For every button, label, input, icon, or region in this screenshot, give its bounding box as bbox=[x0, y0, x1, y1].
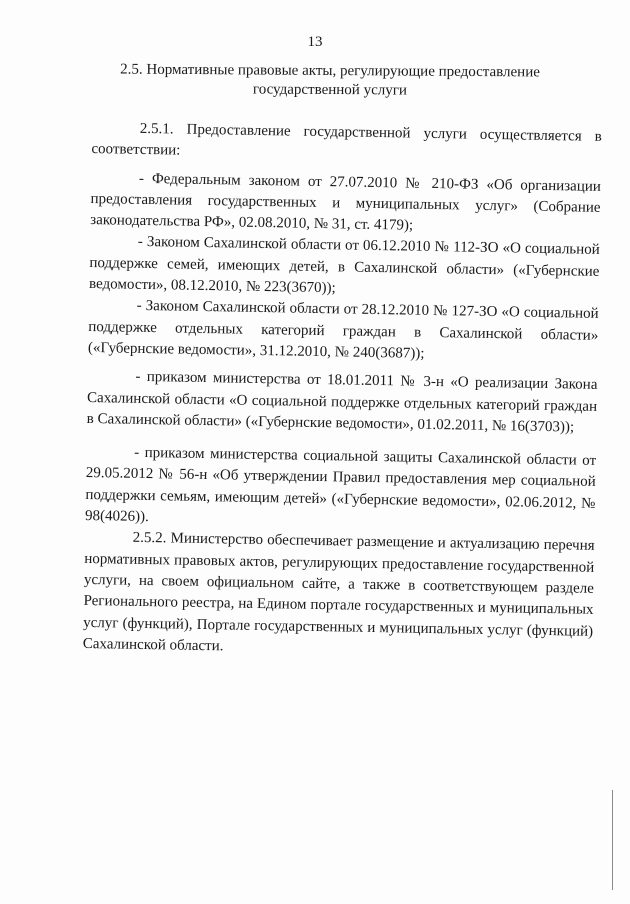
scan-edge-line bbox=[612, 790, 613, 890]
paragraph-2-5-1: 2.5.1. Предоставление государственной услуги осуществляется в соответствии: bbox=[91, 120, 602, 159]
section-heading bbox=[110, 60, 550, 101]
list-item-order-3n: - приказом министерства от 18.01.2011 № 3-н «О реализации Закона Сахалинской области «О социальной поддержке отдельных категорий граждан в Сахалинской области» («Губернские ведомости», 01.02.2011, № 16(3703)); bbox=[86, 369, 598, 436]
section-heading-line-2: государственной услуги bbox=[252, 81, 407, 99]
section-heading-line-1: 2.5. Нормативные правовые акты, регулирующие предоставление bbox=[120, 61, 540, 81]
list-item-federal-law: - Федеральным законом от 27.07.2010 № 210-ФЗ «Об организации предоставления государственных и муниципальных услуг» (Собрание законодательства РФ», 02.08.2010, № 31, ст. 4179); bbox=[90, 170, 602, 234]
document-body bbox=[83, 118, 602, 664]
list-item-regional-law-127: - Законом Сахалинской области от 28.12.2010 № 127-ЗО «О социальной поддержке отдельных категорий граждан в Сахалинской области» («Губернские ведомости», 31.12.2010, № 240(3687)); bbox=[87, 298, 599, 362]
page-number: 13 bbox=[307, 34, 323, 50]
paragraph-2-5-2: 2.5.2. Министерство обеспечивает размещение и актуализацию перечня нормативных правовых актов, регулирующих предоставление государственной услуги, на своем официальном сайте, а также в соответствующем разделе Регионального реестра, на Едином портале государственных и муниципальных услуг (функций), Портале государственных и муниципальных услуг (функций) Сахалинской области. bbox=[82, 530, 595, 655]
list-item-order-56n: - приказом министерства социальной защиты Сахалинской области от 29.05.2012 № 56-н «Об утверждении Правил предоставления мер социальной поддержки семьям, имеющим детей» («Губернские ведомости», 02.06.2012, № 98(4026)). bbox=[84, 444, 597, 526]
list-item-regional-law-112: - Законом Сахалинской области от 06.12.2010 № 112-ЗО «О социальной поддержке семей, имеющих детей, в Сахалинской области» («Губернские ведомости», 08.12.2010, № 223(3670)); bbox=[88, 234, 600, 297]
